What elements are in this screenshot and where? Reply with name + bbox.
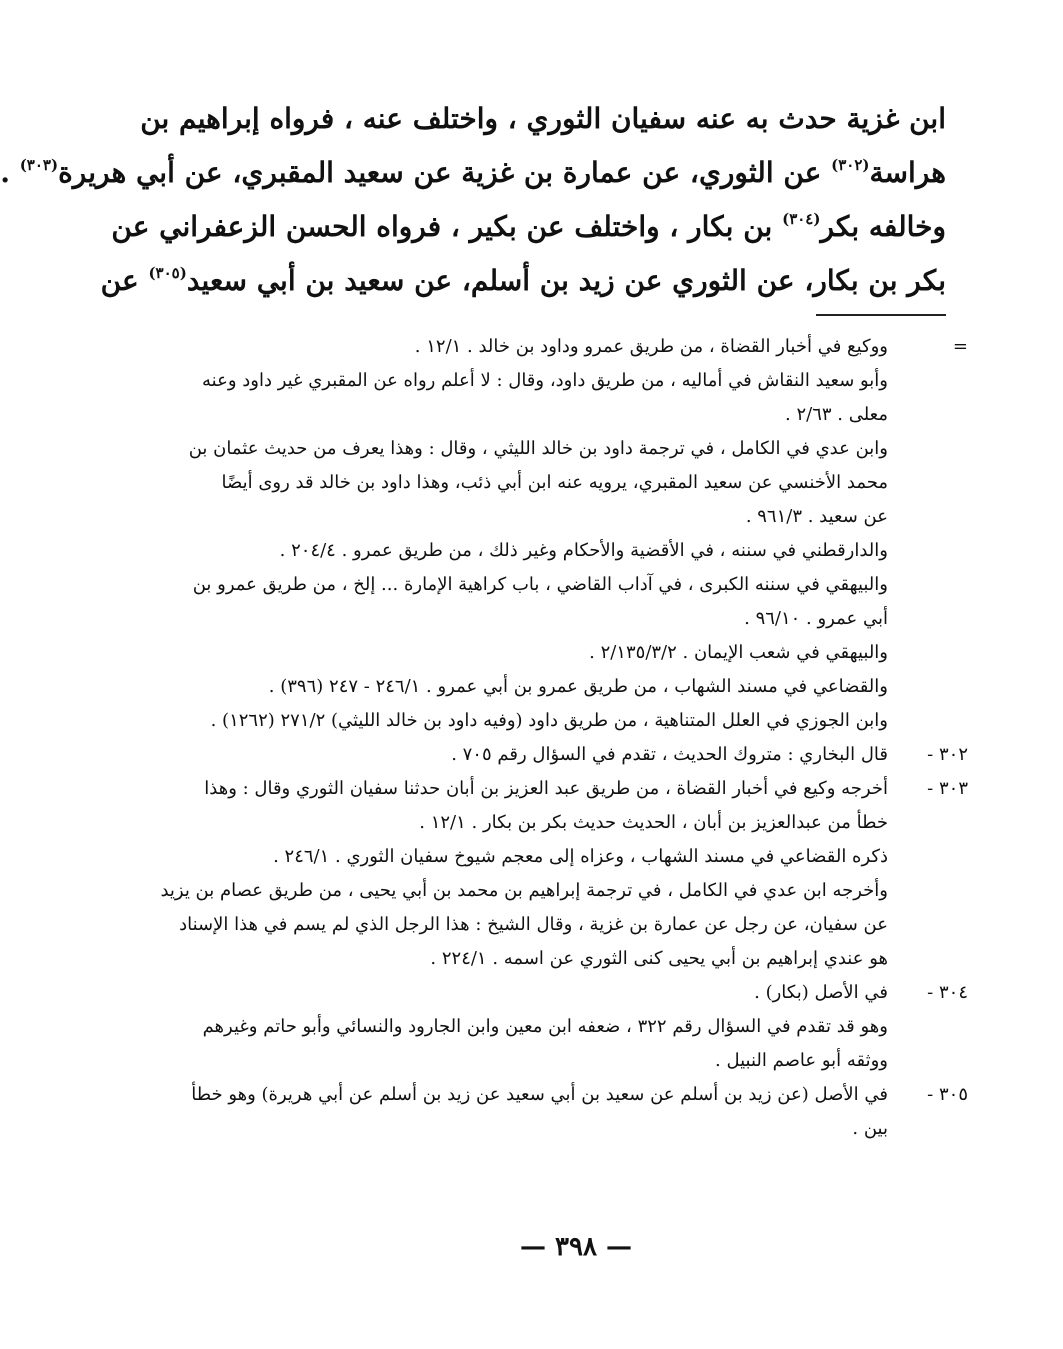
footnote-ref: (٣٠٣) xyxy=(19,156,59,174)
footnote-302 xyxy=(228,738,968,772)
main-line xyxy=(111,200,946,254)
footnote-line: وأخرجه ابن عدي في الكامل ، في ترجمة إبراهيم بن محمد بن أبي يحيى ، من طريق عصام بن يزيد xyxy=(160,880,888,901)
main-line-text: وخالفه بكر xyxy=(820,210,946,243)
footnote-303 xyxy=(160,772,968,976)
footnote-line: والدارقطني في سننه ، في الأقضية والأحكام وغير ذلك ، من طريق عمرو . ٢٠٤/٤ . xyxy=(279,540,888,561)
main-line-text: عن xyxy=(100,264,149,297)
footnote-line: بين . xyxy=(852,1118,888,1139)
footnote-line: عن سعيد . ٩٦١/٣ . xyxy=(745,506,888,527)
footnote-line: محمد الأخنسي عن سعيد المقبري، يرويه عنه ابن أبي ذئب، وهذا داود بن خالد قد روى أيضًا xyxy=(221,472,888,493)
continuation-marker: = xyxy=(952,336,968,357)
footnote-ref: (٣٠٢) xyxy=(831,156,870,174)
footnote-ref: (٣٠٥) xyxy=(148,264,187,282)
footnote-text xyxy=(188,330,888,738)
footnote-line: أبي عمرو . ٩٦/١٠ . xyxy=(744,608,888,629)
footnote-line: هو عندي إبراهيم بن أبي يحيى كنى الثوري عن اسمه . ٢٢٤/١ . xyxy=(430,948,888,969)
main-line-text: عن الثوري، عن عمارة بن غزية عن سعيد المقبري، عن أبي هريرة xyxy=(58,156,832,189)
main-line xyxy=(100,254,946,308)
main-line-text: ابن غزية حدث به عنه سفيان الثوري ، واختلف عنه ، فرواه إبراهيم بن xyxy=(140,102,946,135)
footnote-text xyxy=(191,1078,888,1146)
footnote-line: عن سفيان، عن رجل عن عمارة بن غزية ، وقال الشيخ : هذا الرجل الذي لم يسم في هذا الإسناد xyxy=(179,914,888,935)
footnote-line: قال البخاري : متروك الحديث ، تقدم في السؤال رقم ٧٠٥ . xyxy=(451,744,888,765)
footnote-line: ووكيع في أخبار القضاة ، من طريق عمرو وداود بن خالد . ١٢/١ . xyxy=(414,336,888,357)
footnote-line: والبيهقي في سننه الكبرى ، في آداب القاضي ، باب كراهية الإمارة ... إلخ ، من طريق عمرو بن xyxy=(192,574,888,595)
footnote-304 xyxy=(202,976,968,1078)
footnote-line: في الأصل (عن زيد بن أسلم عن سعيد بن أبي سعيد عن زيد بن أسلم عن أبي هريرة) وهو خطأ xyxy=(191,1084,888,1105)
footnote-line: ووثقه أبو عاصم النبيل . xyxy=(715,1050,888,1071)
main-line-text: . xyxy=(0,156,20,189)
footnote-number: ٣٠٤ - xyxy=(927,982,968,1003)
footnote-number: ٣٠٣ - xyxy=(927,778,968,799)
footnote-305 xyxy=(191,1078,968,1146)
footnote-line: خطأ من عبدالعزيز بن أبان ، الحديث حديث بكر بن بكار . ١٢/١ . xyxy=(419,812,888,833)
footnote-number: ٣٠٢ - xyxy=(927,744,968,765)
main-line-text: هراسة xyxy=(869,156,946,189)
main-line xyxy=(0,146,946,200)
footnote-text xyxy=(228,738,888,772)
footnote-text xyxy=(160,772,888,976)
main-line xyxy=(140,92,946,146)
footnote-line: وأبو سعيد النقاش في أماليه ، من طريق داود، وقال : لا أعلم رواه عن المقبري غير داود وعنه xyxy=(202,370,888,391)
footnote-line: والقضاعي في مسند الشهاب ، من طريق عمرو بن أبي عمرو . ٢٤٦/١ - ٢٤٧ (٣٩٦) . xyxy=(268,676,888,697)
main-line-text: بن بكار ، واختلف عن بكير ، فرواه الحسن الزعفراني عن xyxy=(111,210,783,243)
footnote-line: أخرجه وكيع في أخبار القضاة ، من طريق عبد العزيز بن أبان حدثنا سفيان الثوري وقال : وهذا xyxy=(204,778,888,799)
footnote-line: والبيهقي في شعب الإيمان . ٢/١٣٥/٣/٢ . xyxy=(589,642,888,663)
footnote-line: في الأصل (بكار) . xyxy=(754,982,888,1003)
footnote-line: معلى . ٢/٦٣ . xyxy=(785,404,888,425)
footnote-line: وابن الجوزي في العلل المتناهية ، من طريق داود (وفيه داود بن خالد الليثي) ٢٧١/٢ (١٢٦٢) . xyxy=(210,710,888,731)
main-line-text: بكر بن بكار، عن الثوري عن زيد بن أسلم، عن سعيد بن أبي سعيد xyxy=(186,264,946,297)
footnote-line: ذكره القضاعي في مسند الشهاب ، وعزاه إلى معجم شيوخ سفيان الثوري . ٢٤٦/١ . xyxy=(273,846,888,867)
footnote-continued xyxy=(188,330,968,738)
main-text xyxy=(0,92,946,308)
footnote-line: وابن عدي في الكامل ، في ترجمة داود بن خالد الليثي ، وقال : وهذا يعرف من حديث عثمان بن xyxy=(188,438,888,459)
footnote-number: ٣٠٥ - xyxy=(927,1084,968,1105)
footnote-separator xyxy=(816,314,946,316)
footnotes xyxy=(160,330,968,1146)
page-number: — ٣٩٨ — xyxy=(519,1232,633,1262)
footnote-text xyxy=(202,976,888,1078)
footnote-line: وهو قد تقدم في السؤال رقم ٣٢٢ ، ضعفه ابن معين وابن الجارود والنسائي وأبو حاتم وغيرهم xyxy=(202,1016,888,1037)
footnote-ref: (٣٠٤) xyxy=(782,210,821,228)
